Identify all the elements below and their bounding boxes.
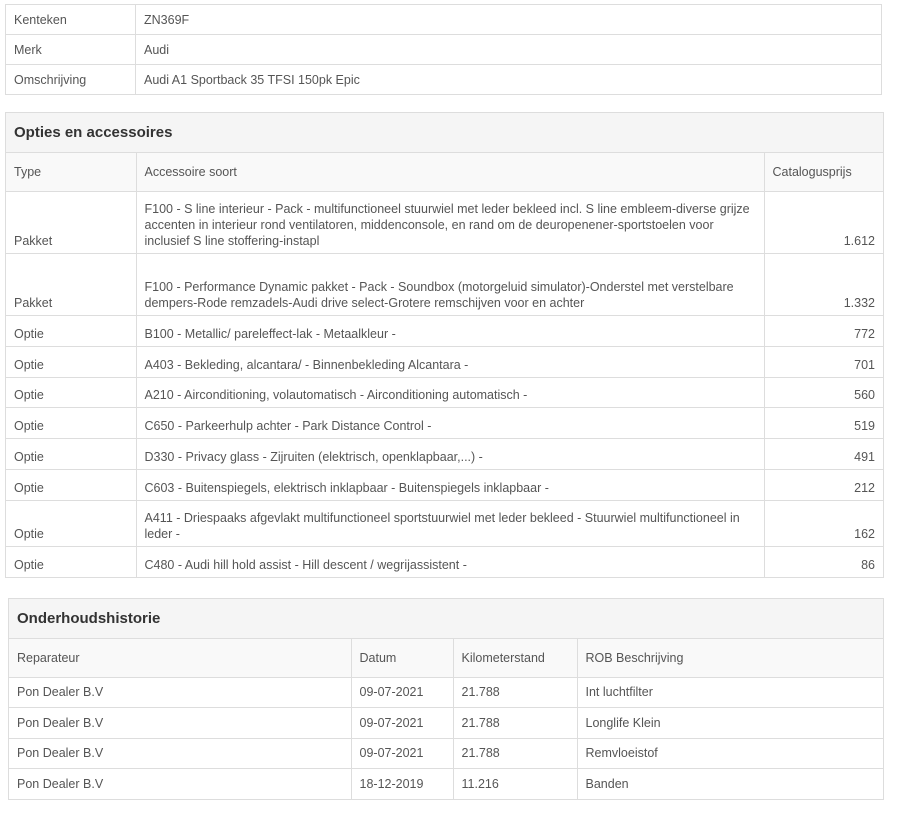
column-header-price: Catalogusprijs <box>764 153 883 191</box>
maintenance-mileage: 21.788 <box>453 738 577 769</box>
option-description: C480 - Audi hill hold assist - Hill descent / wegrijassistent - <box>136 546 764 577</box>
options-title: Opties en accessoires <box>14 124 173 141</box>
maintenance-description: Longlife Klein <box>577 708 883 739</box>
options-row <box>6 469 883 500</box>
options-row <box>6 315 883 346</box>
option-type: Optie <box>6 438 136 469</box>
vehicle-row-omschrijving <box>6 65 882 95</box>
column-header-reparateur: Reparateur <box>9 639 351 677</box>
option-type: Optie <box>6 315 136 346</box>
option-type: Optie <box>6 377 136 407</box>
maintenance-row <box>9 708 883 739</box>
options-panel <box>5 112 884 578</box>
option-description: C603 - Buitenspiegels, elektrisch inklapbaar - Buitenspiegels inklapbaar - <box>136 469 764 500</box>
maintenance-panel-heading <box>9 599 883 639</box>
options-table <box>6 153 883 577</box>
option-price: 519 <box>764 407 883 438</box>
option-price: 772 <box>764 315 883 346</box>
option-price: 701 <box>764 346 883 377</box>
option-type: Optie <box>6 407 136 438</box>
options-panel-heading <box>6 113 883 153</box>
option-type: Pakket <box>6 253 136 315</box>
vehicle-info-table <box>5 4 882 95</box>
option-type: Optie <box>6 346 136 377</box>
column-header-rob-beschrijving: ROB Beschrijving <box>577 639 883 677</box>
option-type: Optie <box>6 469 136 500</box>
option-price: 86 <box>764 546 883 577</box>
maintenance-table <box>9 639 883 799</box>
option-price: 1.332 <box>764 253 883 315</box>
maintenance-panel <box>8 598 884 800</box>
options-row <box>6 253 883 315</box>
options-row <box>6 500 883 546</box>
option-price: 491 <box>764 438 883 469</box>
maintenance-header-row <box>9 639 883 677</box>
options-row <box>6 438 883 469</box>
column-header-accessoire: Accessoire soort <box>136 153 764 191</box>
maintenance-row <box>9 677 883 708</box>
option-description: A210 - Airconditioning, volautomatisch - Airconditioning automatisch - <box>136 377 764 407</box>
maintenance-repairer: Pon Dealer B.V <box>9 738 351 769</box>
maintenance-row <box>9 738 883 769</box>
vehicle-row-kenteken <box>6 5 882 35</box>
options-row <box>6 191 883 253</box>
maintenance-mileage: 11.216 <box>453 769 577 800</box>
option-description: D330 - Privacy glass - Zijruiten (elektrisch, openklapbaar,...) - <box>136 438 764 469</box>
maintenance-repairer: Pon Dealer B.V <box>9 769 351 800</box>
options-row <box>6 377 883 407</box>
option-price: 560 <box>764 377 883 407</box>
option-description: C650 - Parkeerhulp achter - Park Distance Control - <box>136 407 764 438</box>
options-header-row <box>6 153 883 191</box>
column-header-type: Type <box>6 153 136 191</box>
option-price: 1.612 <box>764 191 883 253</box>
vehicle-value: Audi A1 Sportback 35 TFSI 150pk Epic <box>136 65 882 95</box>
vehicle-row-merk <box>6 35 882 65</box>
option-description: F100 - S line interieur - Pack - multifunctioneel stuurwiel met leder bekleed incl. S line embleem-diverse grijze accenten in interieur rond ventilatoren, middenconsole, en rand om de deuropenener-sportstoelen voor inclusief S line stoffering-instapl <box>136 191 764 253</box>
maintenance-date: 18-12-2019 <box>351 769 453 800</box>
vehicle-value: Audi <box>136 35 882 65</box>
maintenance-date: 09-07-2021 <box>351 708 453 739</box>
column-header-datum: Datum <box>351 639 453 677</box>
options-row <box>6 407 883 438</box>
vehicle-label: Kenteken <box>6 5 136 35</box>
maintenance-title: Onderhoudshistorie <box>17 610 161 627</box>
maintenance-date: 09-07-2021 <box>351 738 453 769</box>
option-price: 212 <box>764 469 883 500</box>
vehicle-value: ZN369F <box>136 5 882 35</box>
maintenance-description: Banden <box>577 769 883 800</box>
vehicle-label: Omschrijving <box>6 65 136 95</box>
option-description: A403 - Bekleding, alcantara/ - Binnenbekleding Alcantara - <box>136 346 764 377</box>
column-header-kilometerstand: Kilometerstand <box>453 639 577 677</box>
maintenance-repairer: Pon Dealer B.V <box>9 677 351 708</box>
maintenance-date: 09-07-2021 <box>351 677 453 708</box>
maintenance-row <box>9 769 883 800</box>
maintenance-mileage: 21.788 <box>453 677 577 708</box>
maintenance-description: Int luchtfilter <box>577 677 883 708</box>
options-row <box>6 346 883 377</box>
maintenance-description: Remvloeistof <box>577 738 883 769</box>
option-description: F100 - Performance Dynamic pakket - Pack - Soundbox (motorgeluid simulator)-Onderstel met verstelbare dempers-Rode remzadels-Audi drive select-Grotere remschijven voor en achter <box>136 253 764 315</box>
option-description: B100 - Metallic/ pareleffect-lak - Metaalkleur - <box>136 315 764 346</box>
vehicle-label: Merk <box>6 35 136 65</box>
maintenance-mileage: 21.788 <box>453 708 577 739</box>
option-type: Optie <box>6 500 136 546</box>
options-row <box>6 546 883 577</box>
option-price: 162 <box>764 500 883 546</box>
option-type: Pakket <box>6 191 136 253</box>
option-type: Optie <box>6 546 136 577</box>
maintenance-repairer: Pon Dealer B.V <box>9 708 351 739</box>
option-description: A411 - Driespaaks afgevlakt multifunctioneel sportstuurwiel met leder bekleed - Stuurwiel multifunctioneel in leder - <box>136 500 764 546</box>
